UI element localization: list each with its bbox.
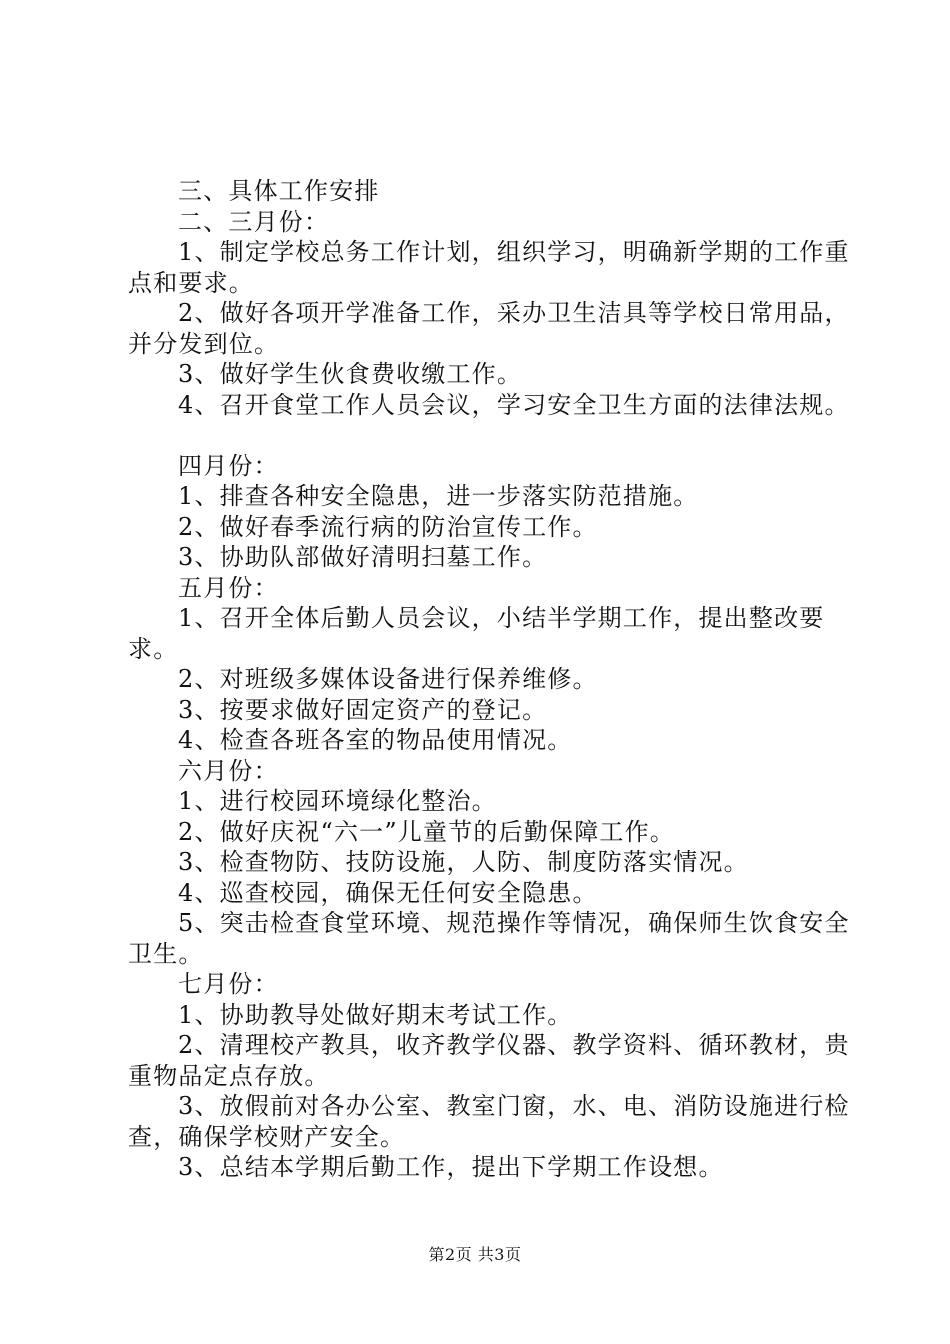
- list-item: 2、做好春季流行病的防治宣传工作。: [178, 512, 598, 541]
- list-item: 4、巡查校园，确保无任何安全隐患。: [178, 878, 598, 907]
- month-heading-jun: 六月份：: [178, 756, 279, 785]
- list-item: 2、做好庆祝“六一”儿童节的后勤保障工作。: [178, 817, 676, 846]
- list-item: 2、清理校产教具，收齐教学仪器、教学资料、循环教材，贵重物品定点存放。: [128, 1031, 850, 1090]
- list-item: 5、突击检查食堂环境、规范操作等情况，确保师生饮食安全卫生。: [128, 909, 850, 968]
- blank-line: [128, 420, 850, 451]
- list-item: 3、协助队部做好清明扫墓工作。: [178, 543, 548, 571]
- list-item: 3、检查物防、技防设施，人防、制度防落实情况。: [178, 848, 749, 876]
- list-item: 1、召开全体后勤人员会议，小结半学期工作，提出整改要求。: [128, 604, 825, 663]
- list-item: 3、放假前对各办公室、教室门窗，水、电、消防设施进行检查，确保学校财产安全。: [128, 1092, 850, 1151]
- month-heading-feb-mar: 二、三月份：: [178, 207, 330, 236]
- list-item: 3、按要求做好固定资产的登记。: [178, 695, 548, 724]
- list-item: 3、总结本学期后勤工作，提出下学期工作设想。: [178, 1153, 724, 1181]
- list-item: 4、检查各班各室的物品使用情况。: [178, 726, 573, 754]
- document-body: [128, 176, 850, 1183]
- list-item: 1、进行校园环境绿化整治。: [178, 787, 497, 815]
- month-heading-apr: 四月份：: [178, 451, 279, 480]
- list-item: 1、排查各种安全隐患，进一步落实防范措施。: [178, 482, 699, 510]
- list-item: 1、制定学校总务工作计划，组织学习，明确新学期的工作重点和要求。: [128, 238, 850, 297]
- list-item: 2、对班级多媒体设备进行保养维修。: [178, 665, 598, 693]
- list-item: 1、协助教导处做好期末考试工作。: [178, 1000, 573, 1029]
- section-heading: 三、具体工作安排: [178, 177, 380, 205]
- page-footer: 第2页 共3页: [428, 1245, 522, 1264]
- month-heading-may: 五月份：: [178, 573, 279, 602]
- list-item: 4、召开食堂工作人员会议，学习安全卫生方面的法律法规。: [178, 390, 850, 419]
- list-item: 2、做好各项开学准备工作，采办卫生洁具等学校日常用品，并分发到位。: [128, 299, 850, 358]
- list-item: 3、做好学生伙食费收缴工作。: [178, 360, 523, 388]
- month-heading-jul: 七月份：: [178, 970, 279, 998]
